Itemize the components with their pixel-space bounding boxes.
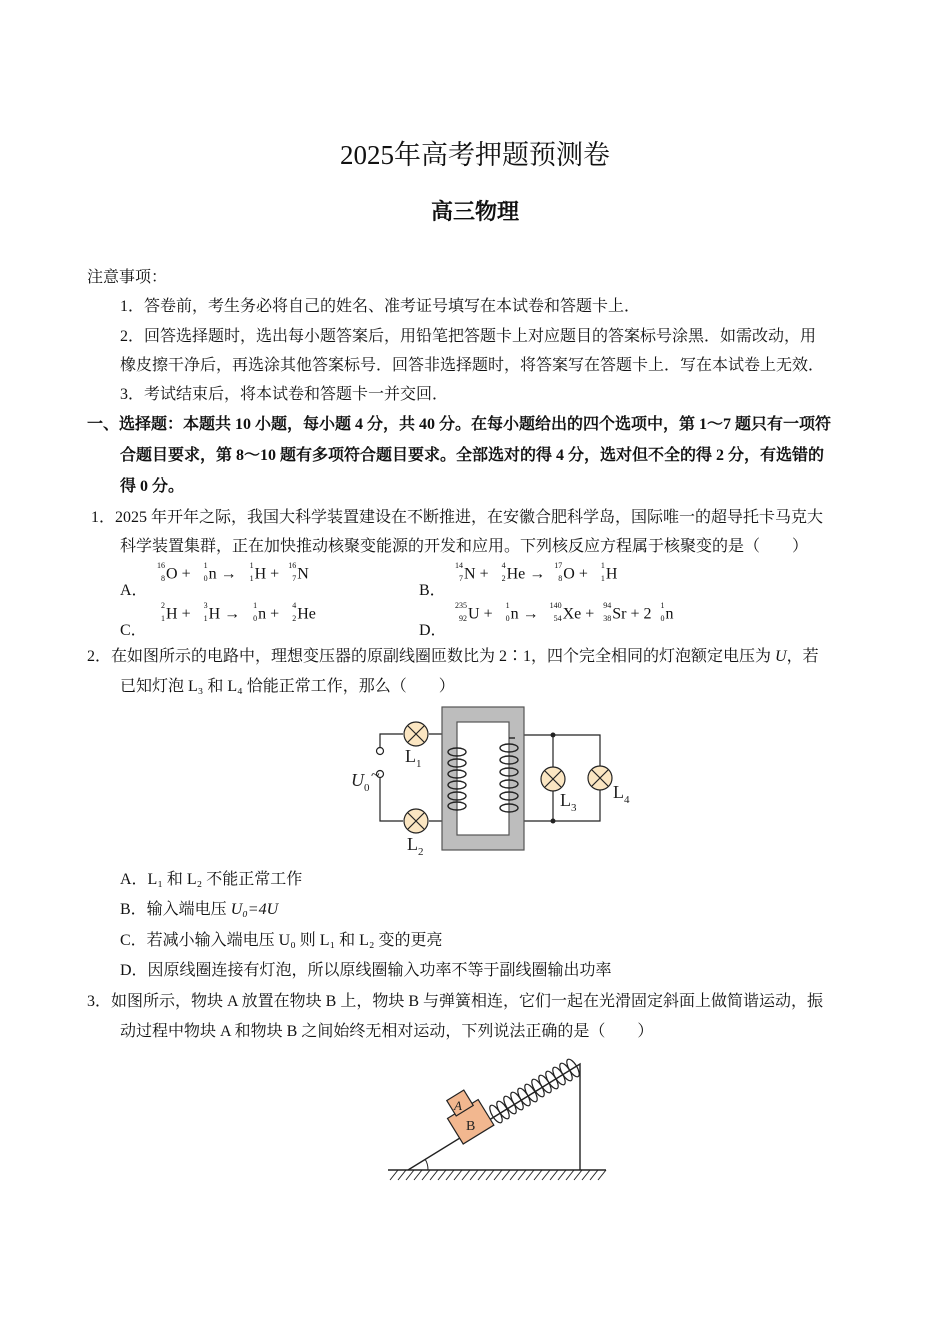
notice-item-2-line-1: 2．回答选择题时，选出每小题答案后，用铅笔把答题卡上对应题目的答案标号涂黑．如需改动，用 [120, 328, 817, 345]
q2-option-c: C．若减小输入端电压 U₀ 则 L₁ 和 L₂ 变的更亮 [120, 932, 443, 949]
exam-subtitle: 高三物理 [430, 199, 519, 224]
section-1-instruction-line-2: 合题目要求，第 8～10 题有多项符合题目要求。全部选对的得 4 分，选对但不全的得 2 分，有选错的 [120, 447, 825, 464]
label-u0: $U_0$ [351, 770, 370, 794]
notice-item-1: 1．答卷前，考生务必将自己的姓名、准考证号填写在本试卷和答题卡上． [120, 298, 641, 315]
q3-stem-line-2: 动过程中物块 A 和物块 B 之间始终无相对运动，下列说法正确的是（ ） [120, 1023, 654, 1040]
q3-incline-diagram [380, 1055, 610, 1190]
q1-option-a-label: A． [120, 582, 148, 599]
block-b-label: B [466, 1119, 476, 1134]
q2-circuit-diagram [345, 700, 635, 865]
notice-item-3: 3．考试结束后，将本试卷和答题卡一并交回． [120, 386, 449, 403]
ground-hatching [390, 1170, 606, 1180]
q3-stem-line-1: 3．如图所示，物块 A 放置在物块 B 上，物块 B 与弹簧相连，它们一起在光滑固定斜面上做简谐运动，振 [87, 993, 824, 1010]
q1-option-c-label: C． [120, 622, 147, 639]
q2-stem-line-1: 2．在如图所示的电路中，理想变压器的原副线圈匝数比为 2∶1，四个完全相同的灯泡额定电压为 U，若 [87, 648, 819, 665]
q1-option-c-equation: 2 1 H + 3 1 H → 1 0 n + 4 2 He [161, 601, 316, 623]
q1-option-d-label: D． [419, 622, 447, 639]
q2-option-d: D．因原线圈连接有灯泡，所以原线圈输入功率不等于副线圈输出功率 [120, 962, 612, 979]
ac-symbol: ~ [371, 767, 380, 784]
lamp-l4 [588, 766, 612, 790]
q1-option-b-equation: 14 7 N + 4 2 He → 17 8 O + 1 1 H [455, 561, 618, 583]
lamp-l3 [541, 767, 565, 791]
label-l1: $L_1$ [405, 746, 422, 770]
notice-item-2-line-2: 橡皮擦干净后，再选涂其他答案标号．回答非选择题时，将答案写在答题卡上．写在本试卷上无效． [120, 357, 825, 374]
label-l4: $L_4$ [613, 782, 630, 806]
q2-stem-line-2: 已知灯泡 L₃ 和 L₄ 恰能正常工作，那么（ ） [120, 678, 455, 695]
q2-option-b: B．输入端电压 U₀=4U [120, 901, 279, 918]
q1-option-b-label: B． [419, 582, 446, 599]
notice-heading: 注意事项： [87, 269, 168, 286]
input-terminal-top [377, 748, 384, 755]
section-1-instruction-line-1: 一、选择题：本题共 10 小题，每小题 4 分，共 40 分。在每小题给出的四个选项中，第 1～7 题只有一项符 [87, 416, 832, 433]
block-a-label: A [454, 1098, 462, 1113]
lamp-l2 [404, 809, 428, 833]
label-l2: $L_2$ [407, 834, 424, 858]
q1-option-a-equation: 16 8 O + 1 0 n → 1 1 H + 16 7 N [157, 561, 309, 583]
q1-option-d-equation: 235 92 U + 1 0 n → 140 54 Xe + 94 38 Sr + 2 1 0 n [455, 601, 674, 623]
q2-option-a: A．L₁ 和 L₂ 不能正常工作 [120, 871, 303, 888]
incline [408, 1064, 580, 1170]
section-1-instruction-line-3: 得 0 分。 [120, 478, 185, 495]
exam-title: 2025年高考押题预测卷 [340, 140, 610, 170]
lamp-l1 [404, 722, 428, 746]
q1-stem-line-2: 科学装置集群，正在加快推动核聚变能源的开发和应用。下列核反应方程属于核聚变的是（ ） [120, 538, 809, 555]
q1-stem-line-1: 1．2025 年开年之际，我国大科学装置建设在不断推进，在安徽合肥科学岛，国际唯一的超导托卡马克大 [91, 509, 824, 526]
spring [487, 1057, 581, 1124]
label-l3: $L_3$ [560, 790, 577, 814]
